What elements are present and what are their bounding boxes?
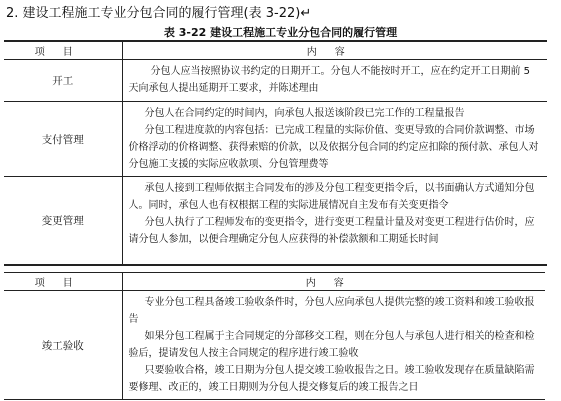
content-paragraph: 分包人在合同约定的时间内，向承包人报送该阶段已完工作的工程量报告 <box>144 108 465 119</box>
section-heading: 2. 建设工程施工专业分包合同的履行管理(表 3-22)↵ <box>6 6 312 21</box>
row-content <box>122 60 547 102</box>
row-item: 变更管理 <box>4 177 122 265</box>
header-item: 项目 <box>4 41 122 60</box>
table-header-row <box>4 273 545 291</box>
content-paragraph: 分包人执行了工程师发布的变更指令，进行变更工程量计量及对变更工程进行估价时，应请分包人参加，以便合理确定分包人应获得的补偿款额和工期延长时间 <box>128 217 535 245</box>
contract-table <box>4 40 547 266</box>
acceptance-table <box>4 272 545 400</box>
row-item: 支付管理 <box>4 102 122 177</box>
header-content: 内容 <box>306 47 363 58</box>
row-content <box>122 177 547 265</box>
row-content <box>122 291 545 400</box>
content-paragraph: 承包人接到工程师依据主合同发布的涉及分包工程变更指令后，以书面确认方式通知分包人。同时，承包人也有权根据工程的实际进展情况自主发布有关变更指令 <box>128 183 535 211</box>
table-caption: 表 3-22 建设工程施工专业分包合同的履行管理 <box>163 26 398 39</box>
row-item: 开工 <box>4 60 122 102</box>
table-row <box>4 177 547 265</box>
table-header-row <box>4 41 547 60</box>
header-content: 内容 <box>305 278 362 289</box>
table-row <box>4 60 547 102</box>
header-item: 项目 <box>4 273 122 291</box>
content-paragraph: 如果分包工程属于主合同规定的分部移交工程，则在分包人与承包人进行相关的检查和检验后，提请发包人按主合同规定的程序进行竣工验收 <box>128 331 535 359</box>
content-paragraph: 专业分包工程具备竣工验收条件时，分包人应向承包人提供完整的竣工资料和竣工验收报告 <box>128 297 535 325</box>
content-paragraph: 分包工程进度款的内容包括：已完成工程量的实际价值、变更导致的合同价款调整、市场价格浮动的价格调整、获得索赔的价款，以及依据分包合同的约定应扣除的预付款、承包人对分包施工支援的实际应收款项、分包管理费等 <box>128 125 539 170</box>
table-row <box>4 102 547 177</box>
content-paragraph: 只要验收合格，竣工日期为分包人提交竣工验收报告之日。竣工验收发现存在质量缺陷需要修理、改正的，竣工日期则为分包人提交修复后的竣工报告之日 <box>128 365 535 393</box>
row-content <box>122 102 547 177</box>
row-item: 竣工验收 <box>4 291 122 400</box>
table-row <box>4 291 545 400</box>
content-paragraph: 分包人应当按照协议书约定的日期开工。分包人不能按时开工，应在约定开工日期前 5 天向承包人提出延期开工要求，并陈述理由 <box>128 66 531 94</box>
